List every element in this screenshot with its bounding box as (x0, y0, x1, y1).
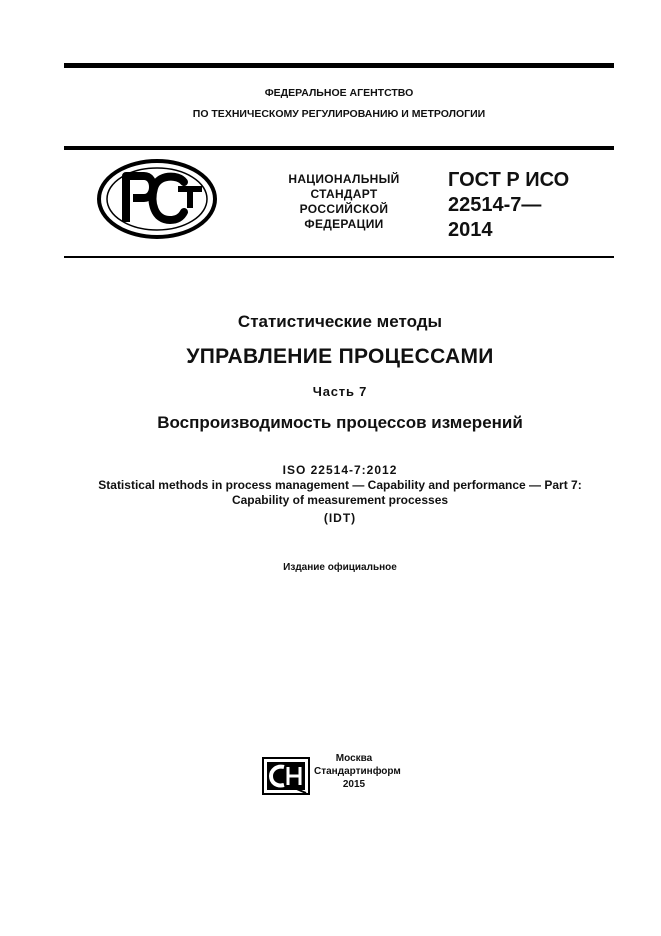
header-divider (64, 146, 614, 150)
publisher-block (314, 752, 401, 791)
agency-name-line1: ФЕДЕРАЛЬНОЕ АГЕНТСТВО (264, 87, 414, 99)
top-divider (64, 63, 614, 68)
publisher-city: Москва (335, 753, 373, 764)
part-number: Часть 7 (312, 384, 368, 399)
national-standard-text: НАЦИОНАЛЬНЫЙ СТАНДАРТ РОССИЙСКОЙ ФЕДЕРАЦИИ (288, 172, 400, 231)
iso-title: Statistical methods in process management — Capability and performance — Part 7: Capability of measurement processes (98, 478, 582, 507)
iso-equivalence: (IDT) (323, 511, 357, 525)
edition-label: Издание официальное (283, 562, 397, 573)
national-standard-label (274, 172, 414, 232)
agency-name-line2: ПО ТЕХНИЧЕСКОМУ РЕГУЛИРОВАНИЮ И МЕТРОЛОГИИ (192, 108, 486, 120)
title-statistical-methods: Статистические методы (237, 312, 443, 331)
standartinform-logo-icon (262, 757, 310, 795)
publisher-name: Стандартинформ (314, 766, 401, 777)
title-process-management: УПРАВЛЕНИЕ ПРОЦЕССАМИ (186, 345, 494, 368)
gost-designation: ГОСТ Р ИСО 22514-7— 2014 (448, 169, 570, 241)
publication-year: 2015 (342, 779, 366, 790)
bottom-divider (64, 256, 614, 258)
title-part-subject: Воспроизводимость процессов измерений (157, 413, 523, 432)
iso-code: ISO 22514-7:2012 (282, 463, 398, 477)
rst-emblem-icon (96, 158, 218, 240)
